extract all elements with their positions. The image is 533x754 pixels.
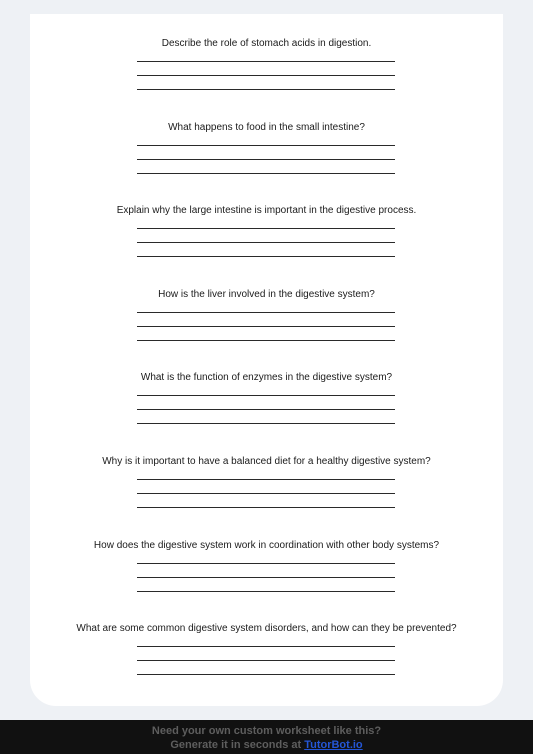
answer-line (137, 256, 395, 257)
question-block (30, 540, 503, 620)
footer-generate-text: Generate it in seconds at (170, 739, 305, 751)
answer-line (137, 395, 395, 396)
question-text: What happens to food in the small intestine? (168, 122, 365, 133)
question-block (30, 289, 503, 369)
answer-line (137, 493, 395, 494)
answer-line (137, 507, 395, 508)
question-text: Describe the role of stomach acids in digestion. (161, 38, 372, 49)
question-block (30, 205, 503, 285)
answer-line (137, 145, 395, 146)
answer-line (137, 326, 395, 327)
worksheet-page (30, 14, 503, 706)
question-text: What are some common digestive system disorders, and how can they be prevented? (76, 623, 457, 634)
answer-line (137, 89, 395, 90)
question-block (30, 372, 503, 452)
question-block (30, 623, 503, 703)
question-block (30, 122, 503, 202)
answer-line (137, 75, 395, 76)
tutorbot-link[interactable]: TutorBot.io (304, 739, 363, 751)
footer-generate-line (0, 738, 533, 752)
answer-line (137, 646, 395, 647)
answer-line (137, 312, 395, 313)
question-text: What is the function of enzymes in the digestive system? (140, 372, 393, 383)
question-text: Why is it important to have a balanced diet for a healthy digestive system? (102, 456, 431, 467)
answer-line (137, 423, 395, 424)
answer-line (137, 479, 395, 480)
answer-line (137, 563, 395, 564)
answer-line (137, 61, 395, 62)
answer-line (137, 660, 395, 661)
answer-line (137, 228, 395, 229)
answer-line (137, 409, 395, 410)
answer-line (137, 577, 395, 578)
footer-promo-text: Need your own custom worksheet like this? (151, 725, 382, 737)
question-text: Explain why the large intestine is important in the digestive process. (116, 205, 417, 216)
question-block (30, 38, 503, 118)
question-text: How does the digestive system work in coordination with other body systems? (93, 540, 440, 551)
answer-line (137, 674, 395, 675)
answer-line (137, 591, 395, 592)
question-text: How is the liver involved in the digestive system? (158, 289, 375, 300)
promo-footer (0, 720, 533, 754)
answer-line (137, 173, 395, 174)
question-block (30, 456, 503, 536)
answer-line (137, 340, 395, 341)
answer-line (137, 159, 395, 160)
answer-line (137, 242, 395, 243)
